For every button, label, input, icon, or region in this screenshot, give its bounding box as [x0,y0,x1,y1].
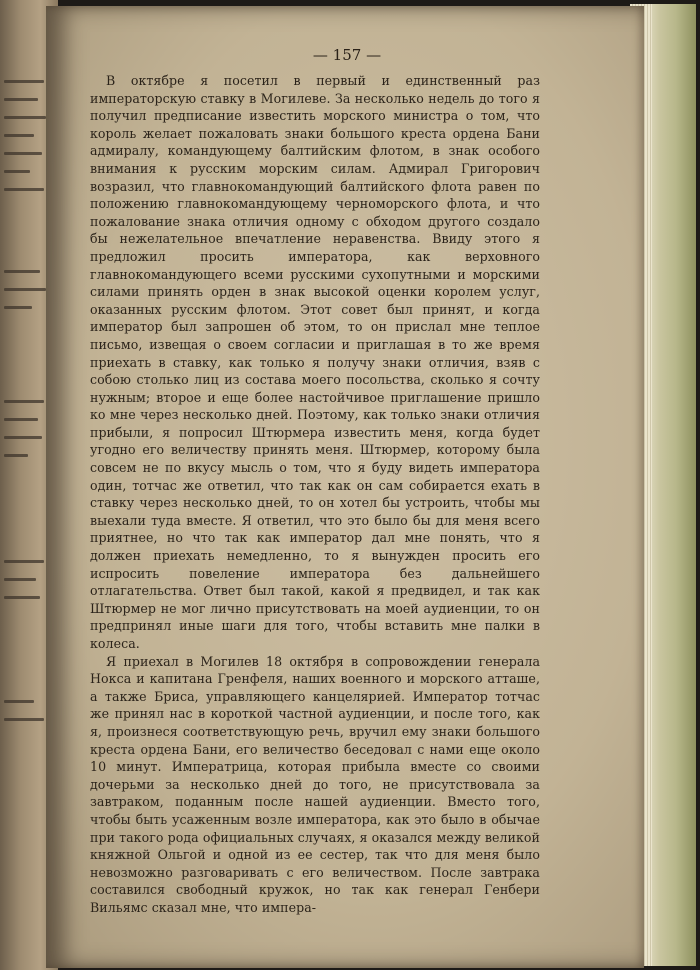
paragraph-2: Я приехал в Могилев 18 октября в сопровождении генерала Нокса и капитана Гренфеля, наших военного и морского атташе, а также Бриса, управляющего канцелярией. Император тотчас же принял нас в короткой частной аудиенции, и после того, как я, произнеся соответствующую речь, вручил ему знаки большого креста ордена Бани, его величество беседовал с нами еще около 10 минут. Императрица, которая прибыла вместе со своими дочерьми за несколько дней до того, не присутствовала за завтраком, поданным после нашей аудиенции. Вместо того, чтобы быть усаженным возле императора, как это было в обычае при такого рода официальных случаях, я оказался между великой княжной Ольгой и одной из ее сестер, так что для меня было невозможно разговаривать с его величеством. После завтрака составился свободный кружок, но так как генерал Генбери Вильямс сказал мне, что импера- [90,653,540,915]
paragraph-1: В октябре я посетил в первый и единственный раз императорскую ставку в Могилеве. За несколько недель до того я получил предписание известить морского министра о том, что король желает пожаловать знаки большого креста ордена Бани адмиралу, командующему балтийским флотом, в знак особого внимания к русским морским силам. Адмирал Григорович возразил, что главнокомандующий балтийского флота равен по положению главнокомандующему черноморского флота, и что пожалование знака отличия одному с обходом другого создало бы нежелательное впечатление неравенства. Ввиду этого я предложил просить императора, как верховного главнокомандующего всеми русскими сухопутными и морскими силами принять орден в знак высокой оценки королем услуг, оказанных русским флотом. Этот совет был принят, и когда император был запрошен об этом, то он прислал мне теплое письмо, извещая о своем согласии и приглашая в то же время приехать в ставку, как только я получу знаки отличия, взяв с собою столько лиц из состава моего посольства, сколько я сочту нужным; второе и еще более настойчивое приглашение пришло ко мне через несколько дней. Поэтому, как только знаки отличия прибыли, я попросил Штюрмера известить меня, когда будет угодно его величеству принять меня. Штюрмер, которому была совсем не по вкусу мысль о том, что я буду видеть императора один, тотчас же ответил, что так как он сам собирается ехать в ставку через несколько дней, то он хотел бы устроить, чтобы мы выехали туда вместе. Я ответил, что это было бы для меня всего приятнее, но что так как император дал мне понять, что я должен приехать немедленно, то я вынужден просить его испросить повеление императора без дальнейшего отлагательства. Ответ был такой, какой я предвидел, и так как Штюрмер не мог лично присутствовать на моей аудиенции, то он предпринял иные шаги для того, чтобы вставить мне палки в колеса. [90,73,540,651]
page-number: — 157 — [312,46,382,64]
page-body-text [90,72,540,917]
